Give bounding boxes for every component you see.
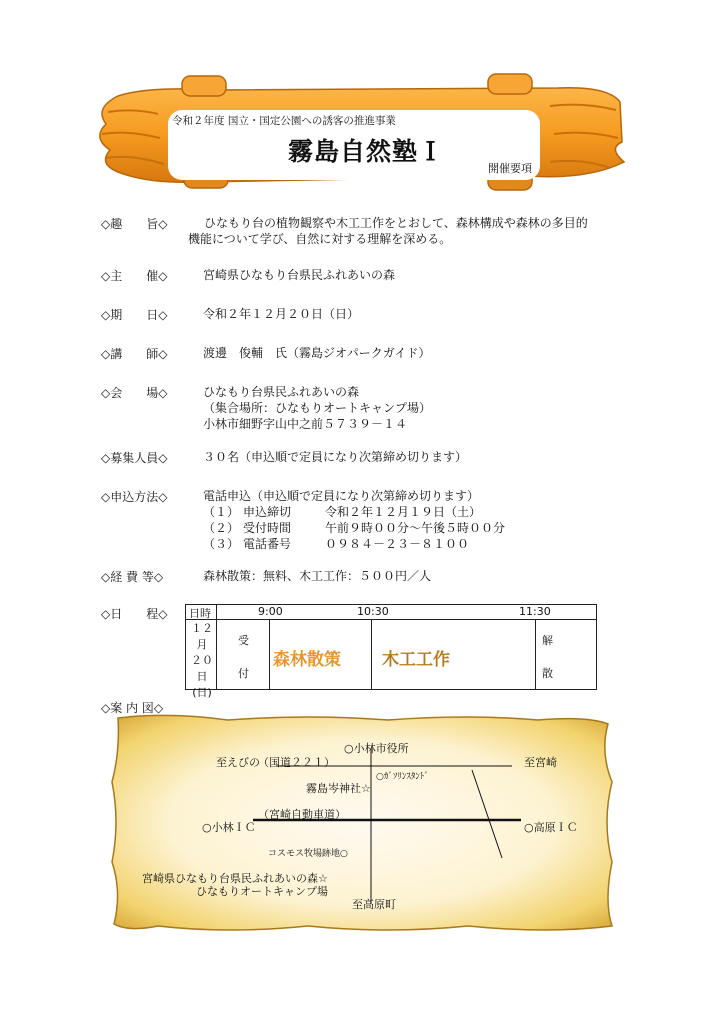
- purpose-line1: ひなもり台の植物観察や木工工作をとおして、森林構成や森林の多目的: [204, 216, 588, 230]
- venue-line3: 小林市細野字山中之前５７３９－１４: [203, 417, 408, 431]
- lecturer-value: 渡邊 俊輔 氏（霧島ジオパークガイド）: [203, 346, 431, 360]
- schedule-label: ◇日 程◇: [101, 607, 168, 621]
- gas-station-label: ○ｶﾞｿﾘﾝｽﾀﾝﾄﾞ: [376, 772, 429, 782]
- host-label: ◇主 催◇: [101, 269, 168, 283]
- lecturer-label: ◇講 師◇: [101, 347, 168, 361]
- cosmos-label: コスモス牧場跡地○: [268, 849, 348, 859]
- map-label: ◇案 内 図◇: [101, 701, 164, 715]
- application-value: [203, 488, 505, 552]
- schedule-table: [185, 604, 597, 699]
- to-miyazaki-label: 至宮崎: [524, 756, 557, 769]
- capacity-value: ３０名（申込順で定員になり次第締め切ります）: [203, 450, 468, 464]
- venue-line2: （集合場所：ひなもりオートキャンプ場）: [203, 401, 432, 415]
- takaharu-ic-label: ○高原ＩＣ: [524, 821, 578, 834]
- time-start: 9:00: [258, 605, 283, 618]
- venue-label: ◇会 場◇: [101, 386, 168, 400]
- guide-map: [108, 712, 616, 934]
- cost-value: 森林散策：無料、木工工作：５００円／人: [203, 569, 432, 583]
- host-value: 宮崎県ひなもり台県民ふれあいの森: [203, 268, 396, 282]
- purpose-label: ◇趣 旨◇: [101, 217, 168, 231]
- shrine-label: 霧島岑神社☆: [306, 782, 371, 795]
- activity-woodwork: 木工工作: [382, 650, 450, 670]
- dismiss-top: 解: [542, 634, 553, 647]
- schedule-head: 日時: [189, 607, 211, 620]
- city-hall-label: ○小林市役所: [344, 742, 409, 755]
- activity-forest-walk: 森林散策: [273, 650, 341, 670]
- schedule-col-divider: [216, 605, 217, 689]
- date-value: 令和２年１２月２０日（日）: [203, 307, 360, 321]
- route-221-label: （国道２２１）: [258, 756, 335, 769]
- date-label: ◇期 日◇: [101, 308, 168, 322]
- capacity-label: ◇募集人員◇: [101, 451, 168, 465]
- time-mid: 10:30: [357, 605, 389, 618]
- dismiss-bottom: 散: [542, 667, 553, 680]
- venue-value: [203, 384, 431, 432]
- page-title: 霧島自然塾Ｉ: [288, 137, 445, 166]
- reception-bottom: 付: [238, 667, 249, 680]
- purpose-line2: 機能について学び、自然に対する理解を深める。: [188, 232, 452, 246]
- to-takaharu-label: 至高原町: [352, 898, 396, 911]
- schedule-col-divider: [371, 619, 372, 689]
- forest-label: 宮崎県ひなもり台県民ふれあいの森☆: [142, 872, 328, 885]
- application-label: ◇申込方法◇: [101, 490, 168, 504]
- cost-label: ◇経 費 等◇: [101, 570, 164, 584]
- schedule-col-divider: [269, 619, 270, 689]
- title-suffix: 開催要項: [488, 162, 532, 175]
- schedule-date: １２ 月 ２０ 日 (日): [191, 622, 213, 699]
- venue-line1: ひなもり台県民ふれあいの森: [203, 385, 360, 399]
- reception-top: 受: [238, 634, 249, 647]
- kobayashi-ic-label: ○小林ＩＣ: [202, 821, 256, 834]
- program-subtitle: 令和２年度 国立・国定公園への誘客の推進事業: [172, 115, 396, 127]
- application-line1: 電話申込（申込順で定員になり次第締め切ります）: [203, 489, 480, 503]
- time-end: 11:30: [519, 605, 551, 618]
- application-row: （１） 申込締切 令和２年１２月１９日（土）: [203, 505, 482, 519]
- application-row: （２） 受付時間 午前９時００分～午後５時００分: [203, 521, 506, 535]
- to-ebino-label: 至えびの: [216, 756, 260, 769]
- expressway-label: （宮崎自動車道）: [258, 808, 346, 821]
- campground-label: ひなもりオートキャンプ場: [196, 885, 328, 898]
- schedule-col-divider: [535, 619, 536, 689]
- purpose-text: [188, 215, 588, 247]
- application-row: （３） 電話番号 ０９８４－２３－８１００: [203, 537, 470, 551]
